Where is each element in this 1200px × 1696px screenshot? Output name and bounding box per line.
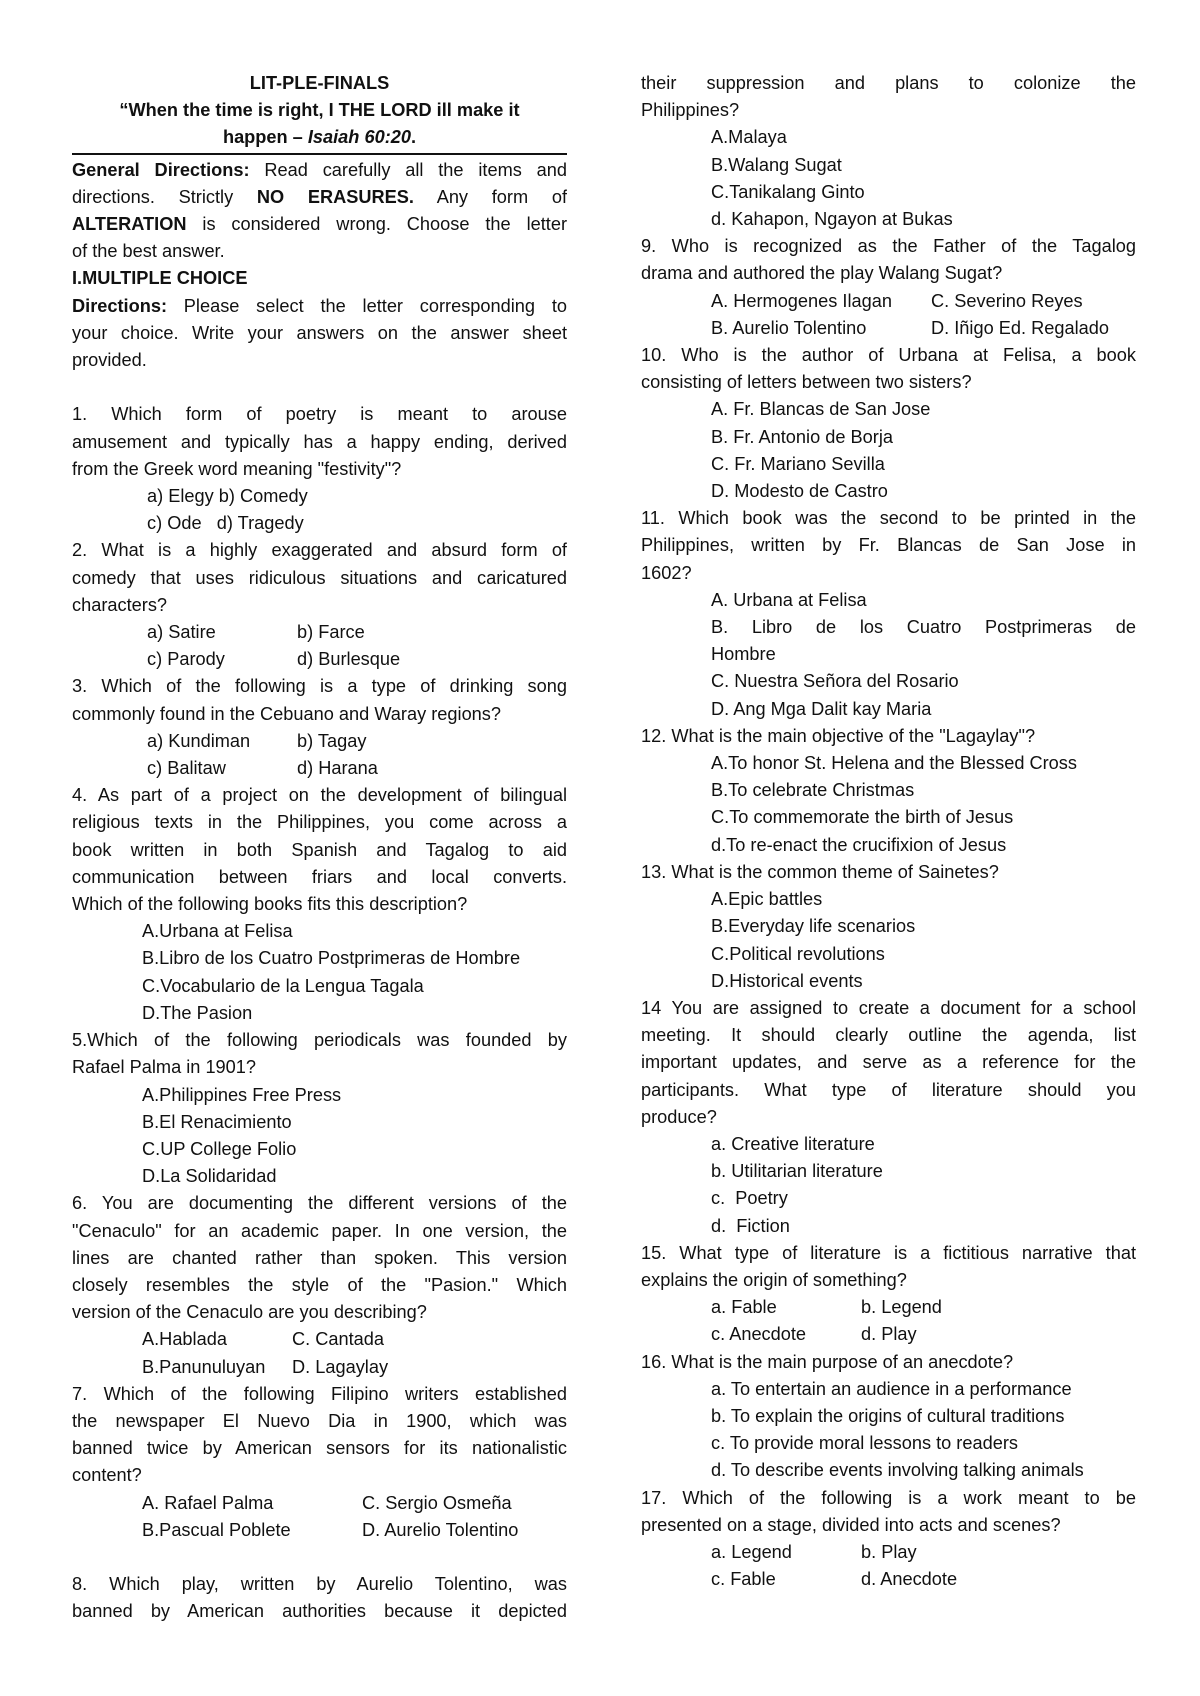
question-6 (72, 1190, 567, 1380)
question-text: Which of the following books fits this description? (72, 894, 468, 915)
option-d: d. Anecdote (861, 1569, 958, 1590)
question-text: 2. What is a highly exaggerated and absurd form of (72, 540, 567, 561)
question-text: book written in both Spanish and Tagalog to aid (72, 839, 567, 860)
answer-options-row: c) Ode d) Tragedy (147, 513, 304, 534)
general-directions-line-2: directions. Strictly NO ERASURES. Any form of (72, 186, 567, 207)
question-text: 1. Which form of poetry is meant to arouse (72, 404, 567, 425)
general-directions-line-3: ALTERATION is considered wrong. Choose the letter (72, 214, 567, 235)
answer-options-row (72, 1490, 567, 1517)
question-text: presented on a stage, divided into acts and scenes? (641, 1514, 1061, 1535)
option-a: A.Malaya (711, 127, 787, 148)
directions-label: Directions: (72, 295, 167, 316)
question-text: Philippines, written by Fr. Blancas de San Jose in (641, 535, 1136, 556)
option-c: C.Tanikalang Ginto (711, 181, 865, 202)
option-a: a) Satire (147, 622, 216, 643)
option-d: d.To re-enact the crucifixion of Jesus (711, 834, 1007, 855)
question-text: 15. What type of literature is a fictitious narrative that (641, 1242, 1136, 1263)
option-c: C. Severino Reyes (931, 290, 1083, 311)
option-b: B. Aurelio Tolentino (711, 317, 867, 338)
section-directions-line-2: your choice. Write your answers on the answer sheet (72, 322, 567, 343)
option-a: a. To entertain an audience in a performance (711, 1378, 1072, 1399)
answer-options-row (72, 646, 567, 673)
option-c: C.To commemorate the birth of Jesus (711, 807, 1014, 828)
question-text: comedy that uses ridiculous situations and caricatured (72, 567, 567, 588)
question-text: 12. What is the main objective of the "Lagaylay"? (641, 725, 1036, 746)
option-d: d. Play (861, 1324, 917, 1345)
option-d: d) Harana (297, 758, 378, 779)
spacer (72, 374, 567, 401)
question-text: Philippines? (641, 100, 740, 121)
question-text: 7. Which of the following Filipino writers established (72, 1383, 567, 1404)
general-directions-line-1: General Directions: Read carefully all the items and (72, 159, 567, 180)
question-text: communication between friars and local converts. (72, 866, 567, 887)
option-c: c. To provide moral lessons to readers (711, 1433, 1018, 1454)
answer-options-row (641, 1294, 1136, 1321)
question-text: 13. What is the common theme of Sainetes? (641, 861, 999, 882)
question-text: characters? (72, 594, 168, 615)
question-8-part-1 (72, 1571, 567, 1625)
option-a: A. Hermogenes Ilagan (711, 290, 892, 311)
option-d: d. Kahapon, Ngayon at Bukas (711, 209, 953, 230)
general-directions-label: General Directions: (72, 159, 250, 180)
option-a: A.Philippines Free Press (142, 1084, 342, 1105)
general-directions-line-4: of the best answer. (72, 241, 225, 262)
answer-options-row (72, 1517, 567, 1544)
question-4 (72, 782, 567, 1027)
option-c: c. Fable (711, 1569, 776, 1590)
option-d: d. Fiction (711, 1215, 790, 1236)
option-d: d. To describe events involving talking animals (711, 1460, 1084, 1481)
question-text: 8. Which play, written by Aurelio Tolentino, was (72, 1574, 567, 1595)
section-title: I.MULTIPLE CHOICE (72, 268, 248, 289)
question-text: important updates, and serve as a reference for the (641, 1052, 1136, 1073)
question-text: 10. Who is the author of Urbana at Felisa, a book (641, 345, 1136, 366)
question-11 (641, 505, 1136, 723)
answer-options-row (641, 288, 1136, 315)
exam-title: LIT-PLE-FINALS (249, 73, 390, 93)
left-column (72, 70, 567, 1626)
quote-reference: Isaiah 60:20 (307, 127, 411, 148)
question-text: explains the origin of something? (641, 1269, 907, 1290)
option-b: B.To celebrate Christmas (711, 780, 915, 801)
section-directions-line-3: provided. (72, 350, 147, 371)
option-c: c. Poetry (711, 1188, 788, 1209)
option-a: a) Kundiman (147, 730, 251, 751)
option-c: c. Anecdote (711, 1324, 807, 1345)
no-erasures-emphasis: NO ERASURES. (256, 186, 414, 207)
question-text: religious texts in the Philippines, you come across a (72, 812, 567, 833)
option-c: C. Fr. Mariano Sevilla (711, 453, 885, 474)
option-b: b) Farce (297, 622, 365, 643)
question-13 (641, 859, 1136, 995)
question-8-part-2 (641, 70, 1136, 233)
answer-options-row (72, 619, 567, 646)
bible-quote-line-1: “When the time is right, I THE LORD ill make it (119, 100, 520, 121)
option-c: C.Political revolutions (711, 943, 885, 964)
option-d: D.La Solidaridad (142, 1166, 277, 1187)
option-d: D.The Pasion (142, 1002, 253, 1023)
question-text: lines are chanted rather than spoken. This version (72, 1247, 567, 1268)
option-b-continued: Hombre (711, 644, 776, 665)
question-text: 4. As part of a project on the development of bilingual (72, 785, 567, 806)
question-text: 5.Which of the following periodicals was founded by (72, 1030, 567, 1051)
option-c: C. Sergio Osmeña (362, 1492, 512, 1513)
option-a: A. Fr. Blancas de San Jose (711, 399, 931, 420)
option-a: A.Urbana at Felisa (142, 921, 293, 942)
option-a: a. Fable (711, 1297, 777, 1318)
option-c: c) Balitaw (147, 758, 226, 779)
question-17 (641, 1485, 1136, 1594)
question-10 (641, 342, 1136, 505)
header-divider (72, 153, 567, 155)
question-text: banned by American authorities because it depicted (72, 1601, 567, 1622)
question-text: 17. Which of the following is a work meant to be (641, 1487, 1136, 1508)
option-a: A.Hablada (142, 1329, 227, 1350)
option-b: B.Pascual Poblete (142, 1519, 291, 1540)
option-b: b) Tagay (297, 730, 367, 751)
option-c: C.UP College Folio (142, 1138, 297, 1159)
question-text: "Cenaculo" for an academic paper. In one version, the (72, 1220, 567, 1241)
section-directions-line-1: Directions: Please select the letter corresponding to (72, 295, 567, 316)
question-7 (72, 1381, 567, 1544)
question-text: closely resembles the style of the "Pasion." Which (72, 1274, 567, 1295)
option-d: D. Lagaylay (292, 1356, 389, 1377)
option-b: B. Fr. Antonio de Borja (711, 426, 893, 447)
option-a: a. Creative literature (711, 1133, 875, 1154)
answer-options-row (72, 728, 567, 755)
question-text: meeting. It should clearly outline the agenda, list (641, 1025, 1136, 1046)
question-9 (641, 233, 1136, 342)
option-d: d) Burlesque (297, 649, 401, 670)
option-b: B.Libro de los Cuatro Postprimeras de Hombre (142, 948, 521, 969)
option-b: b. Utilitarian literature (711, 1161, 883, 1182)
option-a: A.Epic battles (711, 889, 823, 910)
option-b: B.Everyday life scenarios (711, 916, 916, 937)
question-14 (641, 995, 1136, 1240)
option-a: A.To honor St. Helena and the Blessed Cross (711, 753, 1077, 774)
question-5 (72, 1027, 567, 1190)
option-a: A. Urbana at Felisa (711, 589, 867, 610)
question-3 (72, 673, 567, 782)
option-d: D. Ang Mga Dalit kay Maria (711, 698, 932, 719)
question-text: version of the Cenaculo are you describing? (72, 1302, 427, 1323)
answer-options-row: a) Elegy b) Comedy (147, 486, 308, 507)
option-d: D. Iñigo Ed. Regalado (931, 317, 1109, 338)
answer-options-row (641, 1539, 1136, 1566)
option-c: C. Nuestra Señora del Rosario (711, 671, 959, 692)
question-text: produce? (641, 1106, 717, 1127)
spacer (72, 1544, 567, 1571)
option-a: A. Rafael Palma (142, 1492, 274, 1513)
answer-options-row (641, 315, 1136, 342)
question-text: 14 You are assigned to create a document for a school (641, 997, 1136, 1018)
alteration-emphasis: ALTERATION (72, 214, 187, 235)
question-text: their suppression and plans to colonize the (641, 73, 1136, 93)
question-text: drama and authored the play Walang Sugat? (641, 263, 1003, 284)
option-d: D.Historical events (711, 970, 863, 991)
answer-options-row (641, 1321, 1136, 1348)
answer-options-row (641, 1566, 1136, 1593)
option-b: B.Panunuluyan (142, 1356, 266, 1377)
option-a: a. Legend (711, 1541, 792, 1562)
question-text: 3. Which of the following is a type of drinking song (72, 676, 567, 697)
question-15 (641, 1240, 1136, 1349)
question-text: 11. Which book was the second to be printed in the (641, 508, 1136, 529)
option-c: C. Cantada (292, 1329, 385, 1350)
question-16 (641, 1349, 1136, 1485)
question-text: from the Greek word meaning "festivity"? (72, 458, 402, 479)
question-text: amusement and typically has a happy ending, derived (72, 431, 567, 452)
question-text: 1602? (641, 562, 692, 583)
question-text: commonly found in the Cebuano and Waray regions? (72, 703, 502, 724)
question-text: 6. You are documenting the different versions of the (72, 1193, 567, 1214)
option-c: c) Parody (147, 649, 225, 670)
answer-options-row (72, 755, 567, 782)
option-b: B. Libro de los Cuatro Postprimeras de (711, 617, 1136, 638)
right-column (641, 70, 1136, 1593)
question-text: content? (72, 1465, 142, 1486)
option-b: b. Play (861, 1541, 917, 1562)
option-d: D. Aurelio Tolentino (362, 1519, 519, 1540)
bible-quote-line-2 (72, 124, 567, 151)
answer-options-row (72, 1326, 567, 1353)
question-text: 9. Who is recognized as the Father of the Tagalog (641, 236, 1136, 257)
question-text: the newspaper El Nuevo Dia in 1900, which was (72, 1410, 567, 1431)
option-b: b. Legend (861, 1297, 942, 1318)
question-text: 16. What is the main purpose of an anecdote? (641, 1351, 1014, 1372)
question-2 (72, 537, 567, 673)
option-b: B.Walang Sugat (711, 154, 842, 175)
question-text: participants. What type of literature should you (641, 1079, 1136, 1100)
option-d: D. Modesto de Castro (711, 481, 888, 502)
quote-text: happen – (222, 127, 308, 148)
option-b: B.El Renacimiento (142, 1111, 292, 1132)
question-1 (72, 401, 567, 537)
quote-end: . (410, 127, 417, 148)
option-c: C.Vocabulario de la Lengua Tagala (142, 975, 424, 996)
answer-options-row (72, 1354, 567, 1381)
question-text: consisting of letters between two sisters? (641, 372, 972, 393)
question-12 (641, 723, 1136, 859)
option-b: b. To explain the origins of cultural traditions (711, 1405, 1065, 1426)
question-text: banned twice by American sensors for its nationalistic (72, 1438, 567, 1459)
question-text: Rafael Palma in 1901? (72, 1057, 257, 1078)
